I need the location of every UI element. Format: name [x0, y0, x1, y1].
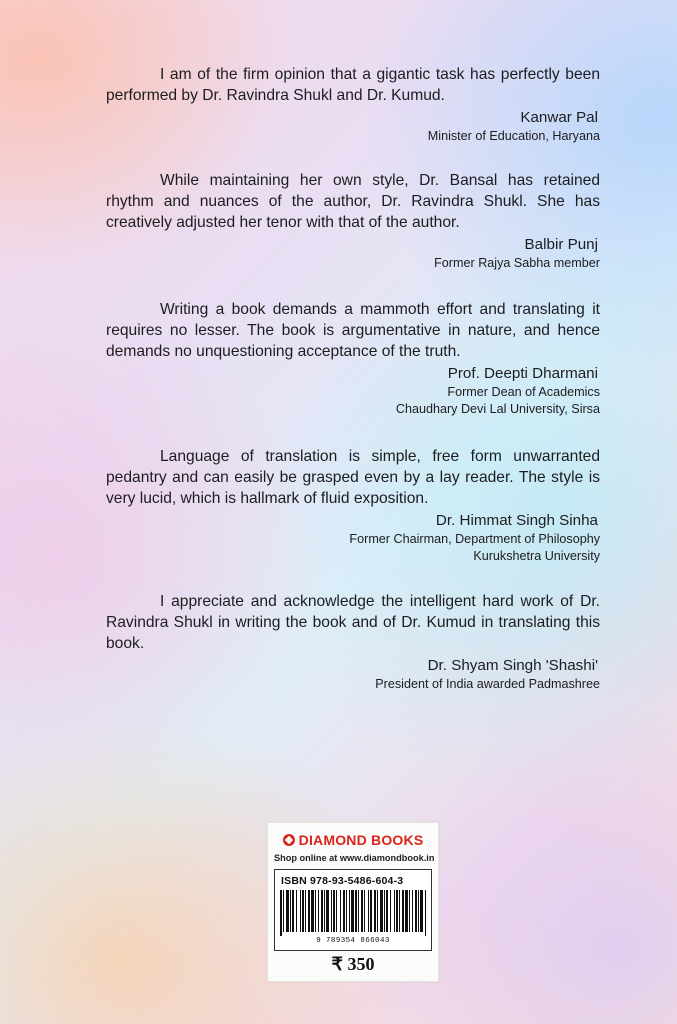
shop-online-text: Shop online at www.diamondbook.in — [274, 853, 435, 863]
barcode-icon — [279, 890, 427, 936]
endorser-affiliation: Chaudhary Devi Lal University, Sirsa — [395, 402, 600, 416]
barcode-bar — [386, 890, 388, 932]
barcode-bar — [311, 890, 314, 932]
barcode-bar — [286, 890, 289, 932]
endorser-affiliation: Kurukshetra University — [473, 549, 600, 563]
barcode-bar — [370, 890, 372, 932]
barcode-bar — [402, 890, 404, 932]
barcode-bar — [326, 890, 329, 932]
diamond-logo-icon — [283, 834, 295, 846]
endorsement — [106, 170, 600, 272]
endorser-title: Former Rajya Sabha member — [434, 256, 600, 270]
book-price: ₹ 350 — [331, 954, 375, 974]
publisher-brand — [268, 832, 438, 848]
endorsement — [106, 446, 600, 565]
barcode-box — [274, 869, 432, 951]
barcode-bar — [300, 890, 301, 932]
barcode-bar — [415, 890, 417, 932]
endorser-title: President of India awarded Padmashree — [375, 677, 600, 691]
barcode-bar — [399, 890, 400, 932]
endorser-title: Former Chairman, Department of Philosophy — [349, 532, 600, 546]
endorser-name: Dr. Shyam Singh 'Shashi' — [427, 657, 598, 674]
endorsements-list — [106, 64, 600, 715]
barcode-bar — [425, 890, 426, 936]
barcode-bar — [340, 890, 341, 932]
endorsement-attribution — [106, 235, 600, 272]
barcode-bar — [346, 890, 347, 932]
barcode-bar — [308, 890, 310, 932]
barcode-bar — [296, 890, 297, 932]
endorser-name: Balbir Punj — [524, 236, 598, 253]
endorsement-attribution — [106, 656, 600, 693]
endorser-title: Former Dean of Academics — [447, 385, 600, 399]
barcode-bar — [280, 890, 282, 936]
barcode-bar — [305, 890, 306, 932]
price-sticker — [267, 822, 439, 982]
barcode-bar — [351, 890, 354, 932]
barcode-bar — [331, 890, 332, 932]
barcode-bar — [364, 890, 365, 932]
endorsement — [106, 64, 600, 145]
barcode-bar — [355, 890, 357, 932]
barcode-bar — [321, 890, 323, 932]
endorsement-quote: I appreciate and acknowledge the intelligent hard work of Dr. Ravindra Shukl in writing the book and of Dr. Kumud in translating this book. — [106, 593, 600, 652]
barcode-bar — [336, 890, 337, 932]
isbn-number: ISBN 978-93-5486-604-3 — [281, 875, 404, 887]
barcode-bar — [380, 890, 383, 932]
endorser-name: Kanwar Pal — [520, 109, 598, 126]
barcode-bar — [315, 890, 316, 932]
barcode-bar — [409, 890, 410, 932]
endorsement-quote: I am of the firm opinion that a gigantic task has perfectly been performed by Dr. Ravindra Shukl and Dr. Kumud. — [106, 66, 600, 104]
barcode-digits: 9 789354 866043 — [316, 937, 390, 945]
barcode-bar — [394, 890, 395, 932]
barcode-bar — [349, 890, 350, 932]
endorsement-quote: While maintaining her own style, Dr. Bansal has retained rhythm and nuances of the author, Dr. Ravindra Shukl. She has creatively adjusted her tenor with that of the author. — [106, 172, 600, 231]
barcode-bar — [343, 890, 345, 932]
endorser-title: Minister of Education, Haryana — [427, 129, 600, 143]
publisher-name: DIAMOND BOOKS — [298, 832, 424, 848]
barcode-bar — [418, 890, 419, 932]
barcode-bar — [405, 890, 408, 932]
barcode-bar — [377, 890, 378, 932]
endorsement-quote: Writing a book demands a mammoth effort and translating it requires no lesser. The book is argumentative in nature, and hence demands no unquestioning acceptance of the truth. — [106, 301, 600, 360]
barcode-bar — [412, 890, 413, 932]
barcode-bar — [361, 890, 363, 932]
endorsement-quote: Language of translation is simple, free form unwarranted pedantry and can easily be grasped even by a lay reader. The style is very lucid, which is hallmark of fluid exposition. — [106, 448, 600, 507]
barcode-bar — [333, 890, 335, 932]
endorsement — [106, 591, 600, 693]
endorser-name: Prof. Deepti Dharmani — [447, 365, 598, 382]
barcode-bar — [396, 890, 398, 932]
barcode-bar — [283, 890, 284, 932]
endorsement-attribution — [106, 511, 600, 565]
endorsement-attribution — [106, 108, 600, 145]
endorser-name: Dr. Himmat Singh Sinha — [435, 512, 598, 529]
endorsement — [106, 299, 600, 418]
barcode-bar — [302, 890, 304, 932]
barcode-bar — [384, 890, 385, 932]
barcode-bar — [358, 890, 359, 932]
barcode-bar — [324, 890, 325, 932]
barcode-bar — [390, 890, 391, 932]
barcode-bar — [318, 890, 319, 932]
barcode-bar — [420, 890, 423, 932]
endorsement-attribution — [106, 364, 600, 418]
barcode-bar — [292, 890, 294, 932]
barcode-bar — [290, 890, 291, 932]
barcode-bar — [374, 890, 376, 932]
barcode-bar — [368, 890, 369, 932]
